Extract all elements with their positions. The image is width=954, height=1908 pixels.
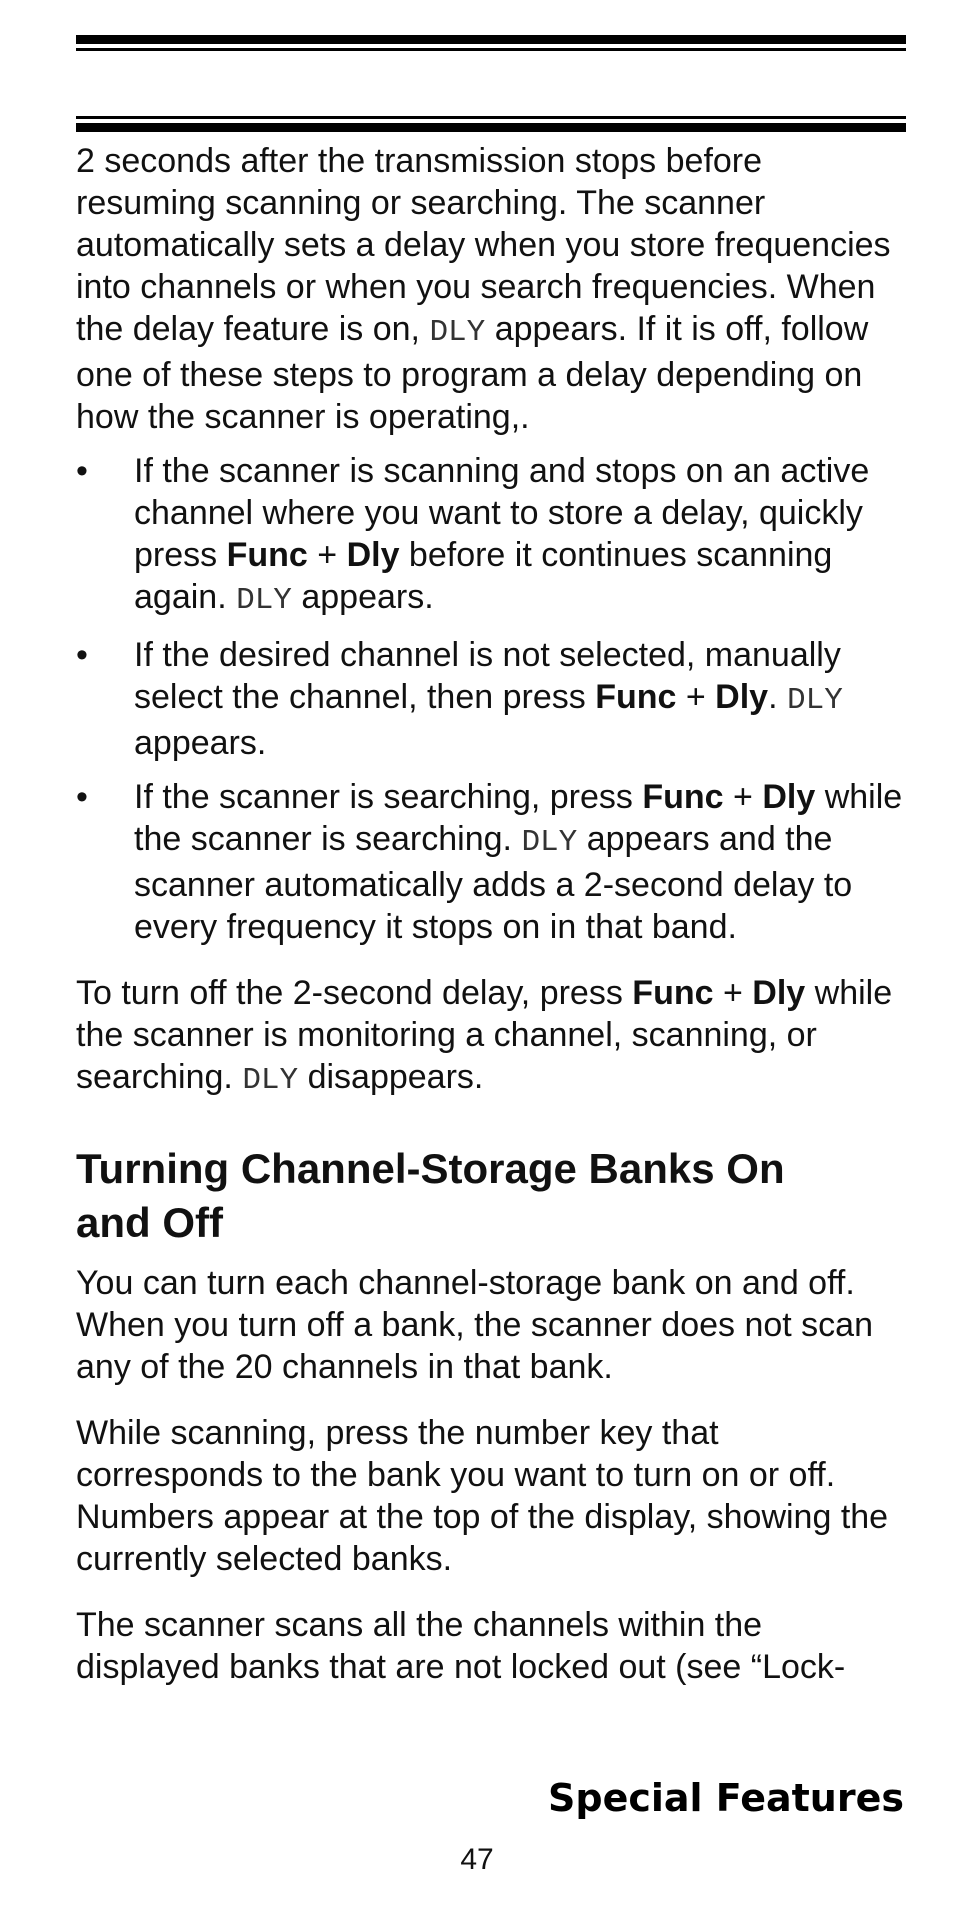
footer-section-title: Special Features <box>548 1776 904 1820</box>
header-rule-thin <box>76 116 906 119</box>
header-rule-thick <box>76 123 906 132</box>
section-heading: Turning Channel-Storage Banks On and Off <box>76 1145 785 1246</box>
list-item: • If the scanner is searching, press Func + Dly while the scanner is searching. DLY appears and the scanner automatically adds a 2-second delay to every frequency it stops on in that band. <box>76 778 903 946</box>
dly-key: Dly <box>752 974 806 1012</box>
top-rule-thin <box>76 48 906 51</box>
bullet-icon: • <box>76 452 88 490</box>
delay-steps-list <box>76 450 906 948</box>
func-key: Func <box>632 974 714 1012</box>
dly-indicator: DLY <box>236 583 292 618</box>
func-key: Func <box>642 778 724 816</box>
dly-indicator: DLY <box>242 1063 299 1098</box>
intro-paragraph: 2 seconds after the transmission stops before resuming scanning or searching. The scanner automatically sets a delay when you store frequencies into channels or when you search frequencies. When the delay feature is on, DLY appears. If it is off, follow one of these steps to program a delay depending on how the scanner is operating,. <box>76 142 891 436</box>
dly-key: Dly <box>715 678 769 716</box>
list-item: • If the desired channel is not selected, manually select the channel, then press Func + Dly. DLY appears. <box>76 636 843 762</box>
page-number: 47 <box>460 1843 494 1876</box>
list-item: • If the scanner is scanning and stops on an active channel where you want to store a delay, quickly press Func + Dly before it continues scanning again. DLY appears. <box>76 452 870 618</box>
page-content <box>76 140 906 1688</box>
body-paragraph: The scanner scans all the channels within the displayed banks that are not locked out (see “Lock- <box>76 1606 846 1686</box>
dly-key: Dly <box>346 536 400 574</box>
dly-key: Dly <box>762 778 816 816</box>
func-key: Func <box>595 678 677 716</box>
func-key: Func <box>226 536 308 574</box>
bullet-icon: • <box>76 778 88 816</box>
bullet-icon: • <box>76 636 88 674</box>
dly-indicator: DLY <box>521 825 578 860</box>
dly-indicator: DLY <box>429 315 486 350</box>
body-paragraph: While scanning, press the number key that corresponds to the bank you want to turn on or off. Numbers appear at the top of the display, showing the currently selected banks. <box>76 1414 889 1578</box>
top-rule-thick <box>76 35 906 44</box>
body-paragraph: You can turn each channel-storage bank on and off. When you turn off a bank, the scanner does not scan any of the 20 channels in that bank. <box>76 1264 873 1386</box>
dly-indicator: DLY <box>786 683 843 718</box>
turn-off-paragraph: To turn off the 2-second delay, press Func + Dly while the scanner is monitoring a channel, scanning, or searching. DLY disappears. <box>76 974 893 1098</box>
